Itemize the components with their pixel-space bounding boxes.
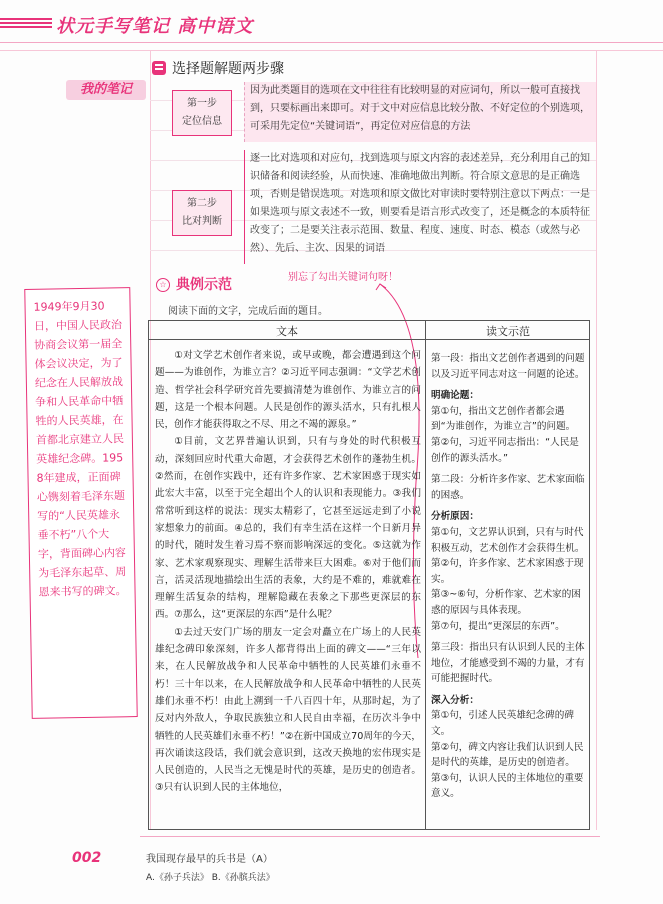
star-icon: ☆ <box>156 278 170 292</box>
note-4: 第②句，习近平同志指出：“人民是创作的源头活水。” <box>431 436 579 464</box>
my-notes-tag <box>66 80 146 100</box>
step-one-text: 因为此类题目的选项在文中往往有比较明显的对应词句，所以一般可直接找到，只要标画出来即可。对于文中对应信息比较分散、不好定位的个别选项，可采用先定位“关键词语”，再定位对应信息的方法 <box>250 85 590 132</box>
paragraph-2: ①目前，文艺界普遍认识到，只有与身处的时代积极互动，深刻回应时代重大命题，才会获得艺术创作的蓬勃生机。②然而，在创作实践中，还有许多作家、艺术家困惑于现实如此宏大丰富，以至于完全超出个人的认识和表现能力。③我们常常听到这样的说法：现实太精彩了，它甚至远远走到了小说家想象力的前面。④总的，我们有幸生活在这样一个日新月异的时代，随时发生着习焉不察而影响深远的变化。⑤这就为作家、艺术家观察现实、理解生活带来巨大困难。⑥对于他们而言，活灵活现地描绘出生活的表象，大约是不难的，难就难在理解生活复杂的结构，理解隐藏在表象之下那些更深层的东西。⑦那么，这“更深层的东西”是什么呢？ <box>155 436 421 621</box>
header-decoration <box>0 18 52 28</box>
footer-question: 我国现存最早的兵书是（A） <box>146 854 273 865</box>
note-12: 深入分析： <box>431 694 479 706</box>
footer-answers: A.《孙子兵法》 B.《孙膑兵法》 <box>146 873 275 883</box>
footer-divider <box>140 836 600 837</box>
step-two-bracket <box>244 150 245 264</box>
paragraph-1: ①对文学艺术创作者来说，或早或晚，都会遭遇到这个问题——为谁创作，为谁立言？②习近平同志强调：“文学艺术创造、哲学社会科学研究首先要搞清楚为谁创作、为谁立言的问题，这是一个根本问题。人民是创作的源头活水，只有扎根人民，创作才能获得取之不尽、用之不竭的源泉。” <box>155 350 421 431</box>
my-notes-label: 我的笔记 <box>79 82 132 97</box>
note-13: 第①句，引述人民英雄纪念碑的碑文。 <box>431 710 574 738</box>
example-title: 典例示范 <box>176 277 232 293</box>
header-divider <box>149 339 589 340</box>
note-9: 第③~⑥句，分析作家、艺术家的困惑的原因与具体表现。 <box>431 589 581 616</box>
reading-notes <box>431 351 587 802</box>
step-two-label: 第二步 比对判断 <box>172 190 232 236</box>
note-11: 第三段：指出只有认识到人民的主体地位，才能感受到不竭的力量，才有可能把握时代。 <box>431 642 585 685</box>
main-text <box>155 347 421 797</box>
note-5: 第二段：分析许多作家、艺术家面临的困惑。 <box>431 474 585 501</box>
header-divider <box>0 42 663 43</box>
note-8: 第②句，许多作家、艺术家困惑于现实。 <box>431 558 584 585</box>
example-note: 别忘了勾出关键词句呀！ <box>288 272 398 283</box>
reading-table <box>148 320 590 830</box>
section-title: 选择题解题两步骤 <box>172 61 284 77</box>
book-title: 状元手写笔记 高中语文 <box>56 16 254 37</box>
note-2: 明确论题： <box>431 390 479 402</box>
column-divider <box>425 321 426 829</box>
top-rule <box>0 50 663 51</box>
note-15: 第③句，认识人民的主体地位的重要意义。 <box>431 772 584 800</box>
note-1: 第一段：指出文艺创作者遇到的问题以及习近平同志对这一问题的论述。 <box>431 353 585 380</box>
paragraph-3: ①去过天安门广场的朋友一定会对矗立在广场上的人民英雄纪念碑印象深刻，许多人都背得出上面的碑文——“三年以来，在人民解放战争和人民革命中牺牲的人民英雄们永垂不朽！三十年以来，在人民解放战争和人民革命中牺牲的人民英雄们永垂不朽！由此上溯到一千八百四十年，从那时起，为了反对内外敌人，争取民族独立和人民自由幸福，在历次斗争中牺牲的人民英雄们永垂不朽！”②在新中国成立70周年的今天，再次诵读这段话，我们就会意识到，这改天换地的宏伟现实是人民创造的，人民当之无愧是时代的英雄，是历史的创造者。③只有认识到人民的主体地位， <box>155 626 421 794</box>
note-3: 第①句，指出文艺创作者都会遇到“为谁创作，为谁立言”的问题。 <box>431 405 576 433</box>
right-margin-line <box>596 50 597 830</box>
note-7: 第①句，文艺界认识到，只有与时代积极互动，艺术创作才会获得生机。 <box>431 526 585 554</box>
note-14: 第②句，碑文内容让我们认识到人民是时代的英雄，是历史的创造者。 <box>431 741 584 769</box>
reading-column-header: 读文示范 <box>486 325 530 338</box>
side-note-text: 1949年9月30日，中国人民政治协商会议第一届全体会议决定，为了纪念在人民解放战争和人民革命中牺牲的人民英雄，在首都北京建立人民英雄纪念碑。1958年建成，正面碑心镌刻着毛泽东题写的“人民英雄永垂不朽”八个大字，背面碑心内容为毛泽东起草、周恩来书写的碑文。 <box>33 299 127 599</box>
section-heading <box>152 58 284 78</box>
step-two-text: 逐一比对选项和对应句，找到选项与原文内容的表述差异，充分利用自己的知识储备和阅读经验，从而快速、准确地做出判断。符合原文意思的是正确选项，否则是错误选项。对选项和原文做比对审读时要特别注意以下两点：一是如果选项与原文表述不一致，则要看是语言形式改变了，还是概念的本质特征改变了；二是要关注表示范围、数量、程度、速度、时态、模态（或然与必然）、先后、主次、因果的词语 <box>250 153 590 254</box>
instruction: 阅读下面的文字，完成后面的题目。 <box>168 306 328 317</box>
step-one-label: 第一步 定位信息 <box>172 90 232 136</box>
note-6: 分析原因： <box>431 511 479 523</box>
side-note-card <box>24 287 137 719</box>
note-10: 第⑦句，提出“更深层的东西”。 <box>431 620 565 632</box>
page-number: 002 <box>72 850 102 866</box>
text-column-header: 文本 <box>276 325 298 338</box>
list-icon <box>152 61 166 75</box>
